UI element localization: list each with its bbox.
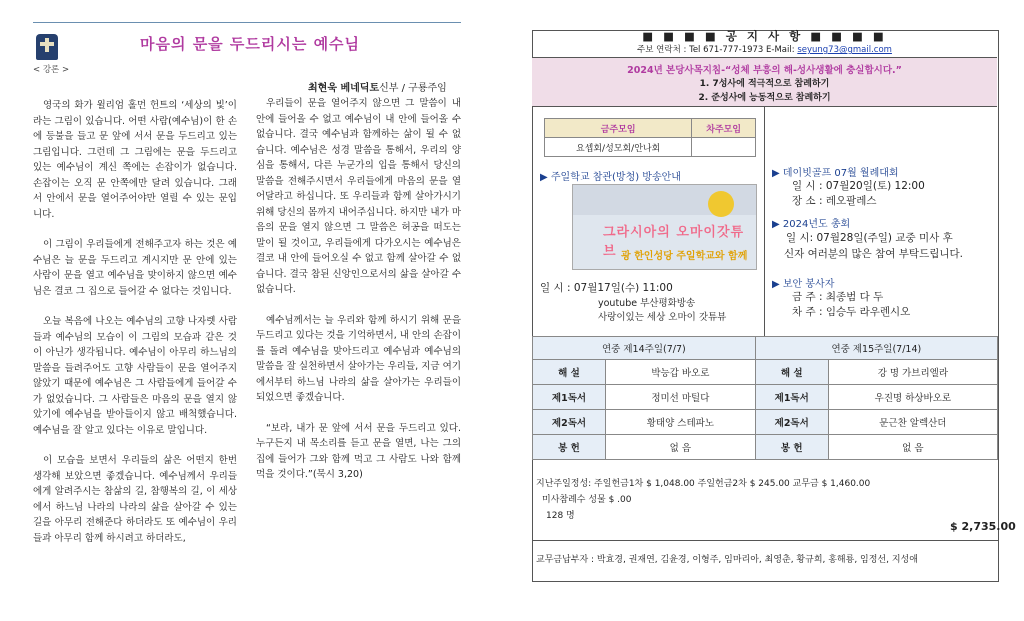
role-label: 제1독서	[755, 385, 828, 410]
homily-paragraph: 예수님께서는 늘 우리와 함께 하시기 위해 문을 두드리고 있다는 것을 기억하면서, 내 안의 손잡이를 돌려 예수님을 맞아드리고 예수님과 예수님의 말씀을 잘 실천하면서 살아가는 우리들, 지금 여기에서부터 하느님 나라의 삶을 살아가는 우리들이 되었으면 좋겠습니다.	[256, 314, 461, 403]
role-name: 강 명 가브리엘라	[828, 360, 997, 385]
sunday-school-heading: ▶ 주일학교 참관(방청) 방송안내	[540, 172, 681, 183]
table-row	[533, 410, 998, 435]
homily-paragraph: 오늘 복음에 나오는 예수님의 고향 나자렛 사람들과 예수님의 모습이 이 그림의 모습과 같은 것이 아닌가 생각됩니다. 예수님이 아무리 하느님의 말씀을 들려주어도 고향 사람들이 문을 열어주지 않았기 때문에 예수님은 그 사람들에게 들어갈 수가 없었습니다. 그 사람들은 마음의 문을 열지 않았기에 예수님을 받아들이지 않고 배척했습니다. 예수님을 잘 알고 있다는 이유로 말입니다.	[33, 316, 237, 436]
role-label: 제1독서	[533, 385, 606, 410]
role-label: 봉 헌	[755, 435, 828, 460]
table-row	[533, 360, 998, 385]
meetings-cell: 요셉회/성모회/안나회	[545, 138, 692, 157]
homily-paragraph: 영국의 화가 윌리엄 홀먼 헌트의 ‘세상의 빛’이라는 그림이 있습니다. 어떤 사람(예수님)이 한 손에 등불을 들고 문 앞에 서서 문을 두드리고 있는 그림입니다. 그런데 그 그림에는 문을 두드리고 있는 예수님이 계신 쪽에는 손잡이가 없습니다. 손잡이는 오직 문 안쪽에만 달려 있습니다. 그래서 안에서 문을 열어주어야만 열릴 수 있는 문입니다.	[33, 100, 237, 220]
homily-title: 마음의 문을 두드리시는 예수님	[140, 35, 361, 53]
week-header: 연중 제15주일(7/14)	[755, 337, 997, 360]
attendance-count: 128 명	[546, 511, 575, 521]
golf-date: 일 시 : 07월20일(토) 12:00	[792, 180, 925, 192]
homily-paragraph: 우리들이 문을 열어주지 않으면 그 말씀이 내 안에 들어올 수 없고 예수님이 내 안에 들어올 수 없습니다. 결국 예수님과 함께하는 삶이 될 수 없습니다. 예수님은 성경 말씀을 통해서, 우리의 양심을 통해서, 다른 누군가의 입을 통해서 당신의 말씀을 전해주시면서 우리들에게 마음의 문을 열어달라고 하십니다. 또 우리들과 함께 살아가시기 위해 당신의 몸까지 내어주십니다. 하지만 내가 마음의 문을 열지 않으면 그 말씀은 허공을 떠도는 말이 될 것이고, 우리들에게 다가오시는 예수님은 결코 내 안에 들어오실 수 없고 함께 살아갈 수 없습니다. 결국 참된 신앙인으로서의 삶을 살아갈 수 없습니다.	[256, 98, 461, 295]
security-this-week: 금 주 : 최종범 다 두	[792, 291, 884, 303]
homily-label: < 강론 >	[33, 65, 70, 75]
meetings-header: 금주모임	[545, 119, 692, 138]
homily-column-2	[256, 96, 461, 483]
divider	[532, 540, 998, 541]
homily-paragraph: “보라, 내가 문 앞에 서서 문을 두드리고 있다. 누구든지 내 목소리를 듣고 문을 열면, 나는 그의 집에 들어가 그와 함께 먹고 그 사람도 나와 함께 먹을 것이다.”(묵시 3,20)	[256, 422, 461, 480]
tithe-donors: 교무금납부자 : 박효경, 권재연, 김윤경, 이형주, 임마리아, 최영춘, 황규희, 홍해룡, 임정선, 지성애	[536, 555, 918, 565]
homily-paragraph: 이 모습을 보면서 우리들의 삶은 어떤지 한번 생각해 보았으면 좋겠습니다. 예수님께서 우리들에게 알려주시는 참삶의 길, 참행복의 길, 이 세상에서 하느님 나라의 나라의 삶을 살아갈 수 있는 길을 아무리 전해준다 하더라도 또 예수님이 우리들과 아무리 함께 하시려고 하더라도,	[33, 455, 237, 544]
general-meeting-note: 신자 여러분의 많은 참여 부탁드립니다.	[784, 248, 963, 260]
role-label: 봉 헌	[533, 435, 606, 460]
sunday-school-program: 사랑이있는 세상 오마이 갓튜뷰	[598, 312, 727, 323]
liturgy-roles-table	[532, 336, 998, 460]
golf-place: 장 소 : 레오팔레스	[792, 195, 877, 207]
offering-summary: 지난주일정성: 주일헌금1차 $ 1,048.00 주일헌금2차 $ 245.00 교무금 $ 1,460.00	[536, 479, 871, 489]
column-divider	[764, 106, 765, 336]
sunday-school-date: 일 시 : 07월17일(수) 11:00	[540, 282, 673, 294]
role-label: 제2독서	[533, 410, 606, 435]
homily-paragraph: 이 그림이 우리들에게 전해주고자 하는 것은 예수님은 늘 문을 두드리고 계시지만 문 안에 있는 사람이 문을 열고 예수님을 맞이하지 않으면 예수님은 결코 그 집으로 들어갈 수 없다는 것입니다.	[33, 239, 237, 297]
poster-character-icon	[708, 191, 734, 217]
meetings-cell	[692, 138, 756, 157]
security-next-week: 차 주 : 임승두 라우렌시오	[792, 306, 911, 318]
attendance-line: 미사참례수 성물 $ .00	[542, 495, 632, 505]
role-name: 정미선 마틸다	[606, 385, 756, 410]
sunday-school-channel: youtube 부산평화방송	[598, 298, 696, 309]
security-heading: ▶ 보안 봉사자	[772, 279, 835, 290]
role-label: 제2독서	[755, 410, 828, 435]
role-name: 박능갑 바오로	[606, 360, 756, 385]
general-meeting-date: 일 시: 07월28일(주일) 교중 미사 후	[786, 232, 953, 244]
church-icon	[36, 34, 58, 60]
poster-subtitle: 광 한인성당 주일학교와 함께	[621, 251, 748, 262]
pastoral-point-1: 1. 7성사에 적극적으로 참례하기	[699, 79, 830, 89]
email-link[interactable]: seyung73@gmail.com	[797, 45, 892, 55]
general-meeting-heading: ▶ 2024년도 총회	[772, 219, 851, 230]
role-name: 우진명 하상바오로	[828, 385, 997, 410]
role-name: 문근찬 알렉산더	[828, 410, 997, 435]
notice-title: ■ ■ ■ ■ 공 지 사 항 ■ ■ ■ ■	[642, 29, 887, 43]
sunday-school-poster	[572, 184, 757, 270]
homily-author: 최현욱 베네딕토신부 / 구룡주임	[308, 83, 447, 94]
meetings-table	[544, 118, 756, 157]
top-rule	[33, 22, 461, 23]
role-name: 없 음	[828, 435, 997, 460]
notice-contact: 주보 연락처 : Tel 671-777-1973 E-Mail: seyung73@gmail.com	[637, 45, 892, 55]
homily-column-1	[33, 98, 237, 546]
meetings-header: 차주모임	[692, 119, 756, 138]
role-name: 황태양 스테파노	[606, 410, 756, 435]
role-name: 없 음	[606, 435, 756, 460]
role-label: 해 설	[533, 360, 606, 385]
table-row	[533, 385, 998, 410]
pastoral-point-2: 2. 준성사에 능동적으로 참례하기	[698, 93, 831, 103]
role-label: 해 설	[755, 360, 828, 385]
poster-title: 그라시아의 오마이갓튜브	[603, 225, 745, 259]
golf-heading: ▶ 데이빗골프 07월 월례대회	[772, 168, 899, 179]
week-header: 연중 제14주일(7/7)	[533, 337, 756, 360]
table-row	[533, 435, 998, 460]
pastoral-theme: 2024년 본당사목지침-“성체 부흥의 해-성사생활에 충실합시다.”	[627, 65, 902, 76]
offering-total: $ 2,735.00	[950, 520, 1016, 533]
